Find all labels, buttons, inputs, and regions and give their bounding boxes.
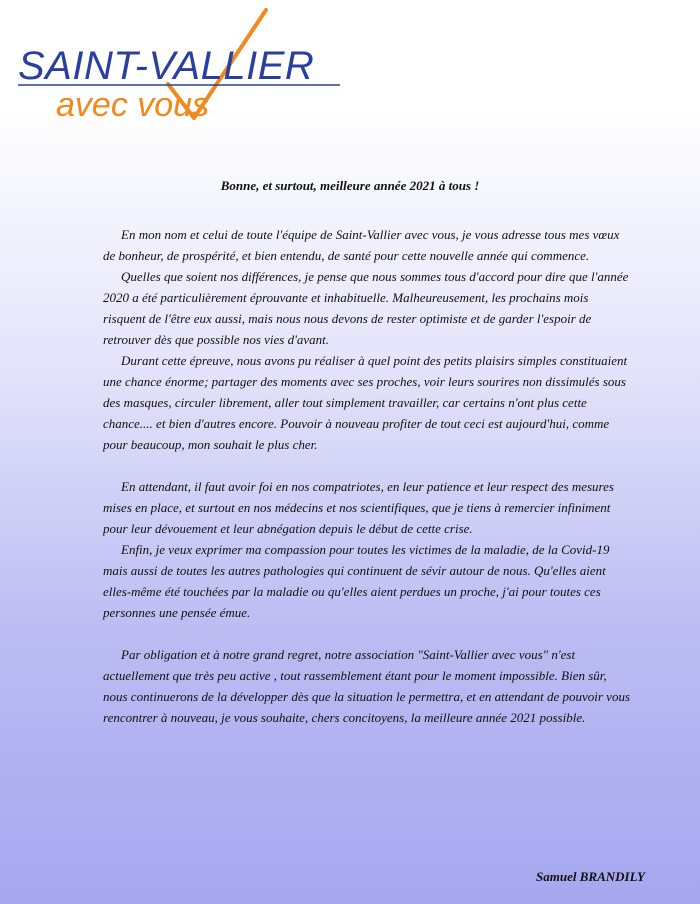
logo-line2: avec vous (56, 86, 210, 124)
letter-body (103, 224, 633, 728)
paragraph: En attendant, il faut avoir foi en nos compatriotes, en leur patience et leur respect des mesures mises en place, et surtout en nos médecins et nos scientifiques, que je tiens à remercier infiniment pour leur dévouement et leur abnégation depuis le début de cette crise. (103, 479, 614, 536)
paragraph: Enfin, je veux exprimer ma compassion pour toutes les victimes de la maladie, de la Covid-19 mais aussi de toutes les autres pathologies qui continuent de sévir autour de nous. Qu'elles aient elles-même été touchées par la maladie ou qu'elles aient perdues un proche, j'ai pour toutes ces personnes une pensée émue. (103, 542, 610, 620)
signature: Samuel BRANDILY (536, 869, 645, 884)
paragraph: Quelles que soient nos différences, je pense que nous sommes tous d'accord pour dire que l'année 2020 a été particulièrement éprouvante et inhabituelle. Malheureusement, les prochains mois risquent de l'être eux aussi, mais nous nous devons de rester optimiste et de garder l'espoir de retrouver dès que possible nos vies d'avant. (103, 269, 629, 347)
paragraph: Durant cette épreuve, nous avons pu réaliser à quel point des petits plaisirs simples constituaient une chance énorme; partager des moments avec ses proches, voir leurs sourires non dissimulés sous des masques, circuler librement, aller tout simplement travailler, car certains n'ont plus cette chance.... et bien d'autres encore. Pouvoir à nouveau profiter de tout ceci est aujourd'hui, comme pour beaucoup, mon souhait le plus cher. (103, 353, 628, 452)
paragraph-gap (103, 455, 633, 476)
paragraph-gap (103, 623, 633, 644)
paragraph: En mon nom et celui de toute l'équipe de Saint-Vallier avec vous, je vous adresse tous mes vœux de bonheur, de prospérité, et bien entendu, de santé pour cette nouvelle année qui commence. (103, 227, 620, 263)
logo-line1: SAINT-VALLIER (18, 44, 315, 88)
logo (18, 6, 348, 124)
paragraph: Par obligation et à notre grand regret, notre association "Saint-Vallier avec vous" n'est actuellement que très peu active , tout rassemblement étant pour le moment impossible. Bien sûr, nous continuerons de la développer dès que la situation le permettra, et en attendant de pouvoir vous rencontrer à nouveau, je vous souhaite, chers concitoyens, la meilleure année 2021 possible. (103, 647, 631, 725)
letter-title: Bonne, et surtout, meilleure année 2021 à tous ! (220, 178, 480, 193)
